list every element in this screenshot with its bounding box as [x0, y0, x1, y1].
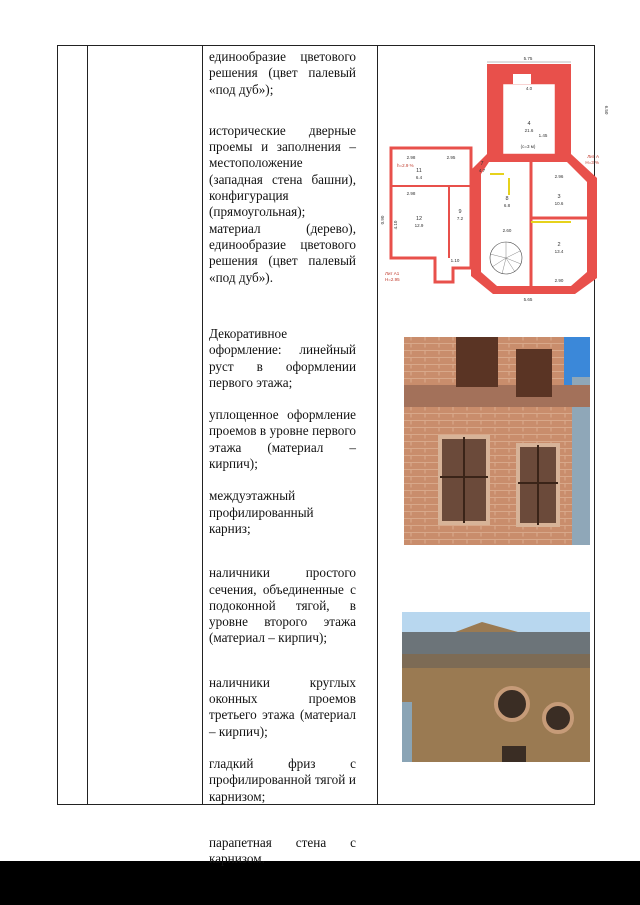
plan-room-8-area: 6.8 [503, 203, 511, 208]
plan-dim-290: 2.90 [554, 278, 564, 283]
table-border-left [57, 45, 58, 805]
text-color-solution: единообразие цветового решения (цвет палевый «под дуб»); [209, 49, 356, 97]
plan-label-lit-a1: Лит А1 [385, 271, 400, 276]
text-decor-openings: уплощенное оформление проемов в уровне первого этажа (материал – кирпич); [209, 407, 356, 472]
plan-dim-110: 1.10 [450, 258, 460, 263]
plan-room-4-area: 21.6 [524, 128, 534, 133]
plan-room-7-num: 7 [480, 161, 484, 167]
scan-dark-bottom-edge [0, 861, 640, 905]
plan-room-8-num: 8 [505, 196, 509, 202]
photo2-frieze [402, 654, 590, 668]
plan-room-9-num: 9 [458, 209, 462, 215]
plan-dim-145: 1.45 [538, 133, 548, 138]
plan-label-lit-a2: h=2.9 % [397, 163, 414, 168]
photo2-lower-window [502, 746, 526, 762]
text-decor-cornice: междуэтажный профилированный карниз; [209, 488, 314, 536]
plan-dim-top: 5.75 [523, 56, 533, 61]
plan-dim-410: 4.10 [393, 220, 398, 230]
plan-room-2-area: 13.4 [554, 249, 564, 254]
plan-dim-298a: 2.98 [406, 155, 416, 160]
plan-room-12-num: 12 [415, 216, 423, 222]
floor-plan-drawing [371, 50, 611, 305]
plan-room-3-num: 3 [557, 194, 561, 200]
plan-room-12-area: 12.9 [414, 223, 424, 228]
plan-dim-260: 2.60 [502, 228, 512, 233]
photo1-cornice [404, 385, 590, 407]
plan-room-7-area: 4.7 [478, 168, 486, 173]
plan-dim-right: 6.50 [604, 105, 609, 115]
plan-mid-label: (с=3 м) [520, 144, 536, 149]
text-block-top [209, 49, 356, 286]
table-col-divider-2 [202, 45, 203, 805]
plan-room-9-area: 7.2 [456, 216, 464, 221]
plan-room-11-area: 6.4 [415, 175, 423, 180]
text-decor-parapet: парапетная стена с карнизом. [209, 834, 356, 867]
text-decor-round-windows: наличники круглых оконных проемов третьего этажа (материал – кирпич); [209, 674, 356, 739]
tower-photo-third-floor [402, 612, 590, 762]
plan-dim-296: 2.96 [554, 174, 564, 179]
photo1-upper-window-left [456, 337, 498, 387]
text-block-decor [209, 326, 356, 867]
photo2-parapet [402, 632, 590, 654]
photo2-round-window-1 [496, 688, 528, 720]
text-decor-frieze: гладкий фриз с профилированной тягой и карнизом; [209, 755, 356, 804]
table-col-divider-1 [87, 45, 88, 805]
photo2-drainpipe [402, 702, 412, 762]
text-historic-doors: исторические дверные проемы и заполнения – местоположение (западная стена башни), конфигурация (прямоугольная); материал (дерево), единообразие цветового решения (цвет палевый «под дуб»). [209, 122, 356, 285]
plan-dim-bottom: 5.65 [523, 297, 533, 302]
photo1-upper-window-right [516, 349, 552, 397]
plan-label-lit-a-sub: Н=3 % [585, 160, 599, 165]
plan-dim-left: 0.90 [380, 215, 385, 225]
text-decor-trims-2floor: наличники простого сечения, объединенные с подоконной тягой, в уровне второго этажа (материал – кирпич); [209, 565, 356, 646]
table-border-top [57, 45, 595, 46]
text-decor-rust: Декоративное оформление: линейный руст в оформлении первого этажа; [209, 326, 356, 390]
plan-window-top [513, 74, 531, 84]
plan-room-11-num: 11 [416, 168, 422, 174]
photo2-round-window-2 [544, 704, 572, 732]
plan-dim-40: 4.0 [525, 86, 533, 91]
plan-room-4-num: 4 [527, 121, 531, 127]
plan-dim-295: 2.95 [446, 155, 456, 160]
plan-label-lit-a: Лит А [587, 154, 599, 159]
facade-photo-first-second-floor [404, 337, 590, 545]
plan-label-lit-a1-sub: Н=2.95 [385, 277, 400, 282]
plan-dim-298b: 2.98 [406, 191, 416, 196]
plan-room-2-num: 2 [557, 242, 561, 248]
plan-room-3-area: 10.6 [554, 201, 564, 206]
